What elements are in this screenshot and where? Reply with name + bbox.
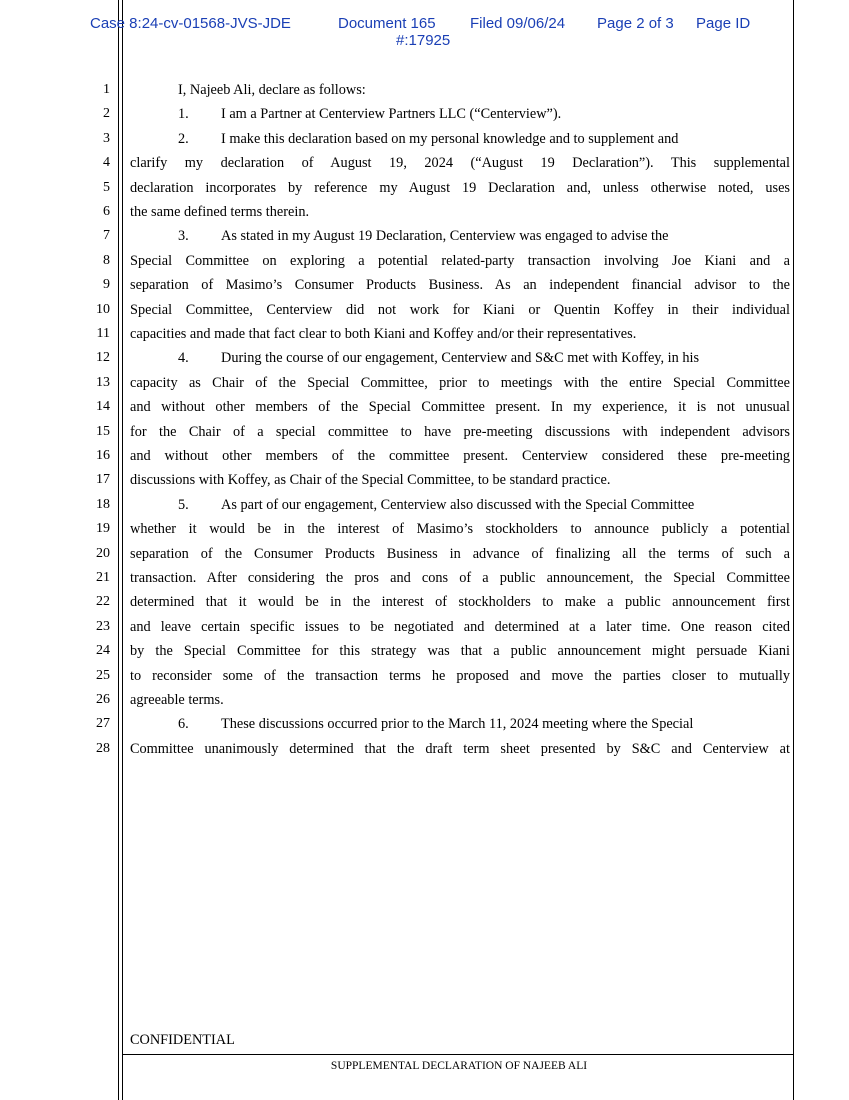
text-line [130, 228, 790, 244]
text-line [130, 180, 790, 196]
left-margin-rule-inner [122, 0, 123, 1100]
line-number: 11 [96, 326, 110, 341]
line-number: 9 [103, 277, 110, 293]
text-line [130, 741, 790, 757]
text-line [130, 204, 790, 220]
text-line [130, 302, 790, 318]
line-number: 26 [96, 692, 110, 707]
footer-divider-rule [123, 1054, 794, 1055]
line-number: 5 [103, 179, 110, 195]
line-number: 2 [103, 106, 110, 122]
paragraph-number: 5. [178, 496, 189, 513]
line-number: 3 [103, 130, 110, 146]
line-text: As stated in my August 19 Declaration, Centerview was engaged to advise the [221, 228, 669, 245]
line-text: and without other members of the committee present. Centerview considered these pre-meeting [130, 448, 790, 464]
case-number: Case 8:24-cv-01568-JVS-JDE [90, 15, 291, 32]
line-text: by the Special Committee for this strategy was that a public announcement might persuade Kiani [130, 643, 790, 660]
text-line [130, 570, 790, 586]
line-text: These discussions occurred prior to the March 11, 2024 meeting where the Special [221, 716, 694, 733]
text-line [130, 155, 790, 171]
text-line [130, 350, 790, 366]
line-text: Special Committee on exploring a potential related-party transaction involving Joe Kiani and a [130, 252, 790, 269]
paragraph-number: 6. [178, 716, 189, 733]
text-line [130, 497, 790, 513]
text-line [130, 472, 790, 488]
line-text: capacity as Chair of the Special Committee, prior to meetings with the entire Special Committee [130, 374, 790, 391]
line-text: As part of our engagement, Centerview also discussed with the Special Committee [221, 496, 695, 513]
line-number: 15 [96, 423, 110, 439]
line-number: 17 [96, 472, 110, 488]
text-line [130, 448, 790, 464]
line-number: 22 [96, 594, 110, 610]
line-text: Special Committee, Centerview did not work for Kiani or Quentin Koffey in their individual [130, 301, 790, 318]
line-number: 13 [96, 374, 110, 390]
page-id-label: Page ID [696, 15, 751, 32]
page-id-number: #:17925 [396, 32, 451, 49]
text-line [130, 521, 790, 537]
text-line [130, 277, 790, 293]
paragraph-number: 2. [178, 130, 189, 147]
text-line [130, 668, 790, 684]
line-number: 19 [96, 521, 110, 537]
line-number: 28 [96, 740, 110, 756]
left-margin-rule-outer [118, 0, 119, 1100]
right-margin-rule [793, 0, 794, 1100]
line-number: 24 [96, 643, 110, 659]
text-line [130, 546, 790, 562]
line-text: and without other members of the Special Committee present. In my experience, it is not unusual [130, 399, 790, 416]
line-text: whether it would be in the interest of Masimo’s stockholders to announce publicly a potential [130, 521, 790, 538]
text-line [130, 594, 790, 610]
text-line [130, 643, 790, 659]
text-line [130, 399, 790, 415]
paragraph-number: 4. [178, 350, 189, 367]
line-number: 27 [96, 716, 110, 732]
paragraph-number: 3. [178, 228, 189, 245]
text-line [130, 253, 790, 269]
line-text: agreeable terms. [130, 692, 224, 708]
line-text: for the Chair of a special committee to have pre-meeting discussions with independent advisors [130, 423, 790, 440]
line-text: declaration incorporates by reference my August 19 Declaration and, unless otherwise noted, uses [130, 179, 790, 196]
line-number: 25 [96, 667, 110, 683]
line-text: transaction. After considering the pros and cons of a public announcement, the Special Committee [130, 570, 790, 586]
text-line [130, 424, 790, 440]
line-number: 8 [103, 252, 110, 268]
filed-date: Filed 09/06/24 [470, 15, 566, 32]
line-number: 4 [103, 155, 110, 171]
line-text: clarify my declaration of August 19, 2024 (“August 19 Declaration”). This supplemental [130, 155, 790, 172]
line-text: Committee unanimously determined that the draft term sheet presented by S&C and Centerview at [130, 740, 790, 757]
line-number: 10 [96, 301, 110, 317]
text-line [130, 619, 790, 635]
text-line [130, 106, 790, 122]
line-number: 7 [103, 228, 110, 244]
text-line [130, 716, 790, 732]
document-number: Document 165 [338, 15, 436, 32]
line-text: discussions with Koffey, as Chair of the Special Committee, to be standard practice. [130, 472, 611, 489]
confidential-label: CONFIDENTIAL [130, 1032, 235, 1048]
line-text: capacities and made that fact clear to both Kiani and Koffey and/or their representatives. [130, 326, 637, 342]
text-line [130, 375, 790, 391]
line-text: the same defined terms therein. [130, 204, 310, 220]
line-number: 16 [96, 448, 110, 463]
line-text: During the course of our engagement, Centerview and S&C met with Koffey, in his [221, 350, 700, 367]
text-line [130, 692, 790, 708]
line-text: I make this declaration based on my personal knowledge and to supplement and [221, 130, 679, 147]
line-text: determined that it would be in the interest of stockholders to make a public announcement first [130, 594, 790, 611]
line-number: 14 [96, 399, 110, 415]
footer-document-title: SUPPLEMENTAL DECLARATION OF NAJEEB ALI [330, 1060, 588, 1072]
line-text: to reconsider some of the transaction terms he proposed and move the parties closer to mutually [130, 667, 790, 684]
line-text: and leave certain specific issues to be negotiated and determined at a later time. One reason cited [130, 618, 790, 635]
line-number: 6 [103, 204, 110, 219]
page-count: Page 2 of 3 [597, 15, 674, 32]
text-line [130, 131, 790, 147]
line-number: 12 [96, 350, 110, 366]
text-line [130, 326, 790, 342]
line-number: 23 [96, 618, 110, 634]
line-text: I, Najeeb Ali, declare as follows: [178, 82, 366, 98]
line-text: I am a Partner at Centerview Partners LLC (“Centerview”). [221, 106, 562, 123]
line-number: 20 [96, 545, 110, 561]
paragraph-number: 1. [178, 106, 189, 123]
line-number: 1 [103, 82, 110, 97]
text-line [130, 82, 790, 98]
line-text: separation of the Consumer Products Business in advance of finalizing all the terms of such a [130, 545, 790, 562]
line-number: 21 [96, 570, 110, 585]
line-number: 18 [96, 496, 110, 512]
line-text: separation of Masimo’s Consumer Products Business. As an independent financial advisor to the [130, 277, 790, 294]
